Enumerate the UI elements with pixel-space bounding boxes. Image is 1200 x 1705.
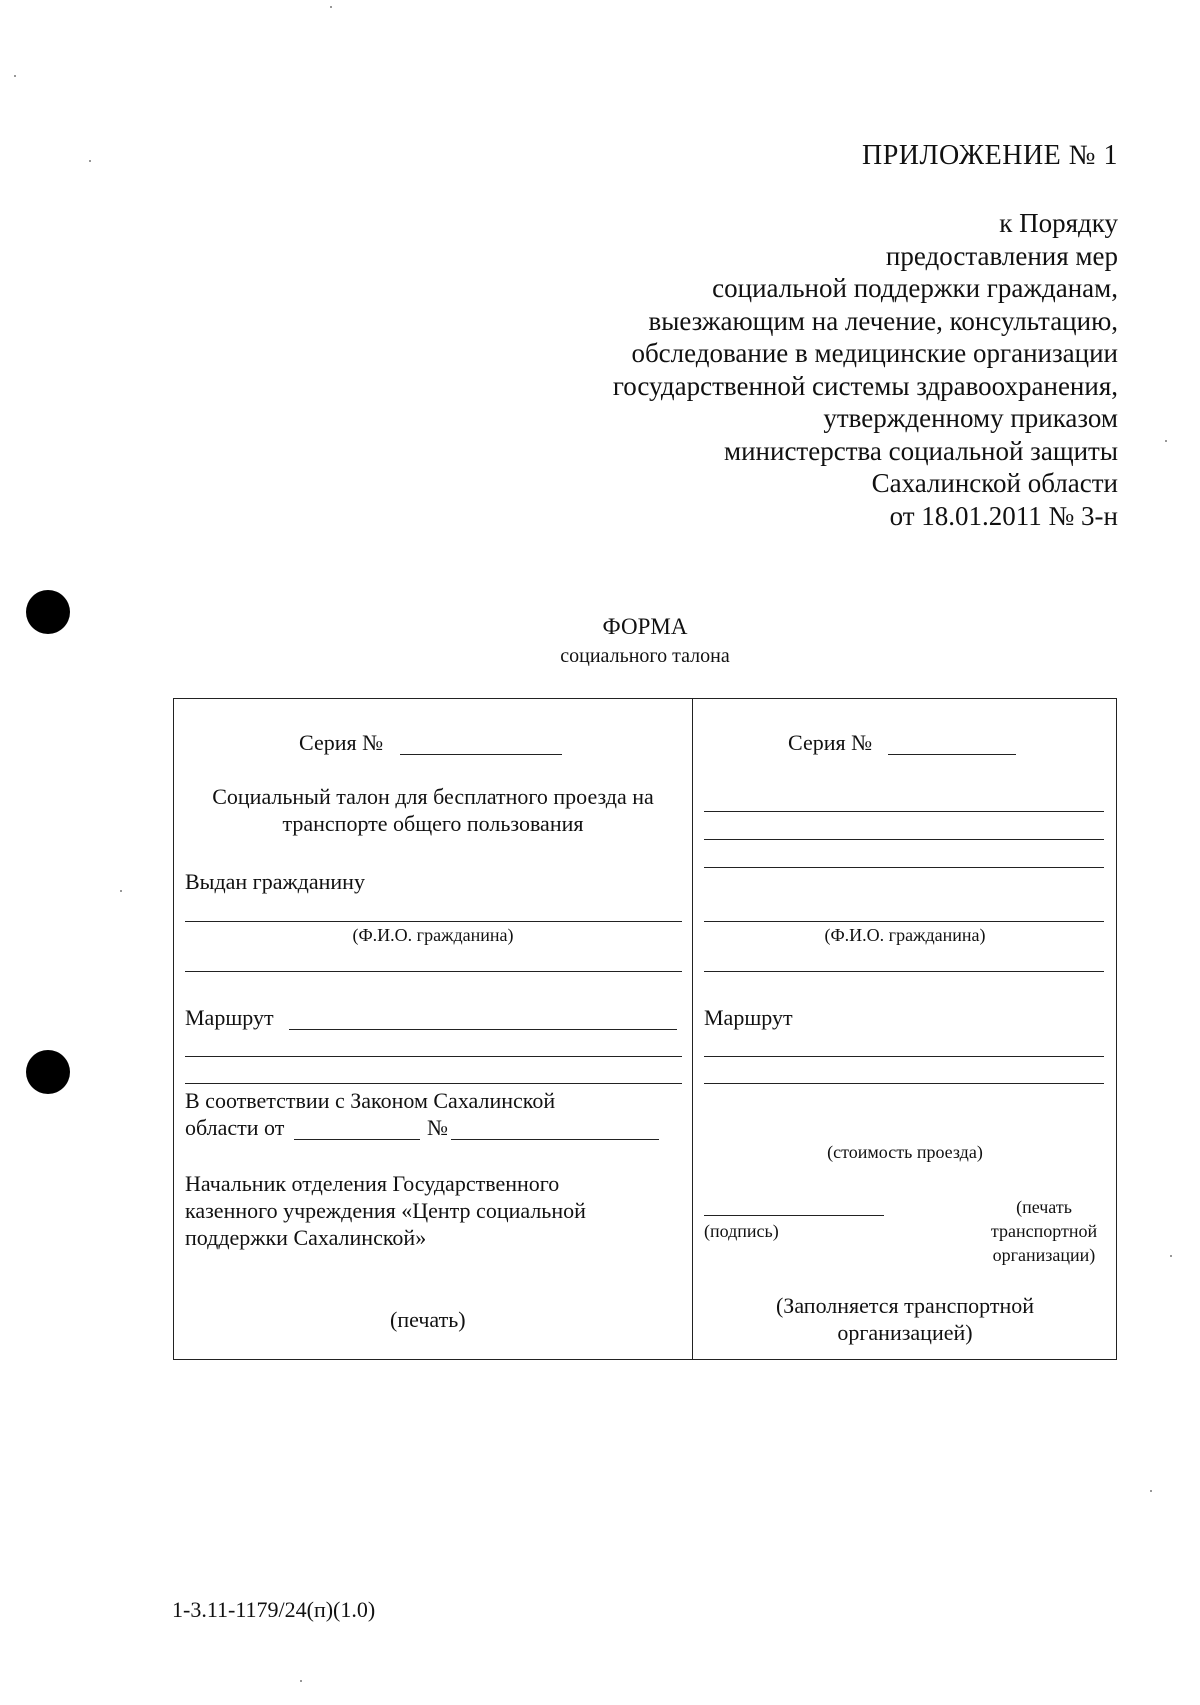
- form-title: ФОРМА: [602, 614, 688, 639]
- scan-speck: [120, 890, 122, 892]
- law-date-label: области от: [185, 1115, 285, 1140]
- appendix-preamble: [613, 207, 1118, 532]
- carrier-stamp-caption: (печать: [1016, 1197, 1072, 1217]
- left-stamp-caption: (печать): [390, 1307, 466, 1332]
- right-fio-field[interactable]: [704, 921, 1104, 922]
- law-number-field[interactable]: [451, 1139, 659, 1140]
- issuer-line: Начальник отделения Государственного: [185, 1171, 560, 1196]
- signature-field[interactable]: [704, 1215, 884, 1216]
- law-date-field[interactable]: [294, 1139, 420, 1140]
- left-series-label: Серия №: [299, 730, 384, 755]
- right-route-line[interactable]: [704, 1056, 1104, 1057]
- law-number-sign: №: [427, 1115, 448, 1140]
- document-code: 1-3.11-1179/24(п)(1.0): [172, 1597, 376, 1622]
- right-route-line[interactable]: [704, 1083, 1104, 1084]
- left-series-number-field[interactable]: [400, 754, 562, 755]
- right-blank-line[interactable]: [704, 867, 1104, 868]
- talon-title-line: Социальный талон для бесплатного проезда на: [212, 784, 654, 809]
- carrier-stamp-caption: организации): [992, 1245, 1096, 1265]
- left-route-extra-line[interactable]: [185, 1083, 682, 1084]
- column-divider: [692, 699, 693, 1359]
- left-route-extra-line[interactable]: [185, 1056, 682, 1057]
- preamble-line: утвержденному приказом: [823, 403, 1118, 433]
- left-route-field[interactable]: [289, 1029, 677, 1030]
- right-blank-line[interactable]: [704, 839, 1104, 840]
- scan-speck: [1150, 1490, 1152, 1492]
- scan-speck: [300, 1680, 302, 1682]
- left-fio-caption: (Ф.И.О. гражданина): [352, 925, 514, 945]
- left-fio-field[interactable]: [185, 921, 682, 922]
- scan-speck: [89, 160, 91, 162]
- preamble-line: Сахалинской области: [871, 468, 1118, 498]
- scan-speck: [14, 75, 16, 77]
- right-fio-caption: (Ф.И.О. гражданина): [824, 925, 986, 945]
- right-fio-extra-line[interactable]: [704, 971, 1104, 972]
- punch-hole: [26, 1050, 70, 1094]
- form-subtitle: социального талона: [560, 645, 730, 667]
- signature-caption: (подпись): [704, 1221, 779, 1241]
- left-fio-extra-line[interactable]: [185, 971, 682, 972]
- left-route-label: Маршрут: [185, 1005, 274, 1030]
- right-blank-line[interactable]: [704, 811, 1104, 812]
- law-line: В соответствии с Законом Сахалинской: [185, 1088, 556, 1113]
- scan-speck: [1170, 1255, 1172, 1257]
- preamble-line: социальной поддержки гражданам,: [712, 273, 1118, 303]
- right-series-label: Серия №: [788, 730, 873, 755]
- issuer-line: поддержки Сахалинской»: [185, 1225, 427, 1250]
- filled-by-note: (Заполняется транспортной: [775, 1293, 1035, 1318]
- issuer-line: казенного учреждения «Центр социальной: [185, 1198, 586, 1223]
- right-route-label: Маршрут: [704, 1005, 793, 1030]
- preamble-line: обследование в медицинские организации: [631, 338, 1118, 368]
- preamble-line: предоставления мер: [885, 240, 1118, 271]
- social-talon-form: [173, 698, 1117, 1360]
- filled-by-note: организацией): [837, 1320, 973, 1345]
- preamble-line: от 18.01.2011 № 3-н: [889, 500, 1118, 531]
- fare-caption: (стоимость проезда): [827, 1142, 983, 1162]
- preamble-line: выезжающим на лечение, консультацию,: [648, 305, 1118, 336]
- scan-speck: [330, 6, 332, 8]
- preamble-line: министерства социальной защиты: [724, 435, 1118, 466]
- talon-title-line: транспорте общего пользования: [282, 811, 584, 836]
- carrier-stamp-caption: транспортной: [990, 1221, 1098, 1241]
- issued-to-label: Выдан гражданину: [185, 869, 365, 894]
- preamble-line: к Порядку: [999, 208, 1118, 238]
- scan-speck: [1165, 440, 1167, 442]
- preamble-line: государственной системы здравоохранения,: [612, 370, 1118, 401]
- appendix-title: ПРИЛОЖЕНИЕ № 1: [862, 140, 1118, 171]
- right-series-number-field[interactable]: [888, 754, 1016, 755]
